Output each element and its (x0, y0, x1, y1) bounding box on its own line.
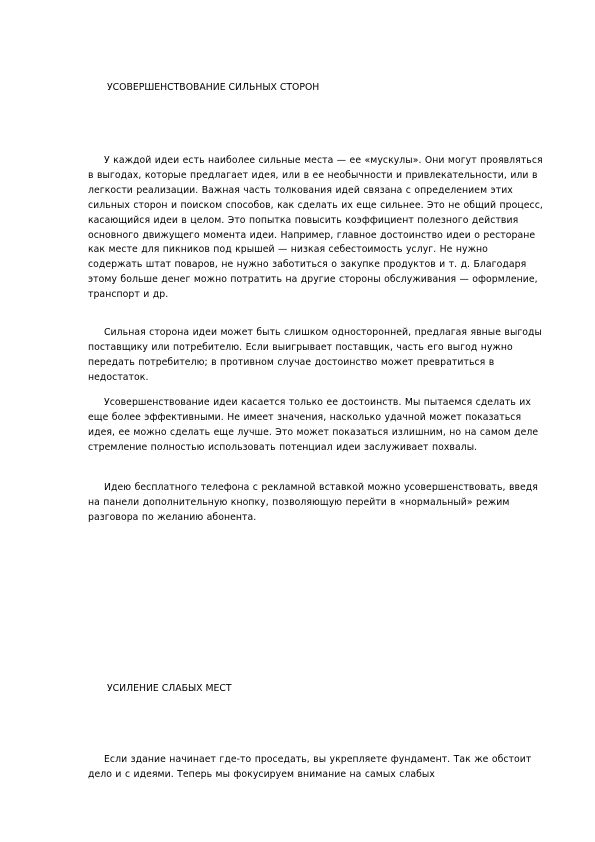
section-heading-weaknesses: УСИЛЕНИЕ СЛАБЫХ МЕСТ (107, 683, 232, 694)
paragraph: У каждой идеи есть наиболее сильные места — ее «мускулы». Они могут проявляться в выгодах, которые предлагает идея, или в ее необычности и привлекательности, или в легкости реализации. Важная часть толкования идей связана с определением этих сильных сторон и поиском способов, как сделать их еще сильнее. Это не общий процесс, касающийся идеи в целом. Это попытка повысить коэффициент полезного действия основного движущего момента идеи. Например, главное достоинство идеи о ресторане как месте для пикников под крышей — низкая себестоимость услуг. Не нужно содержать штат поваров, не нужно заботиться о закупке продуктов и т. д. Благодаря этому больше денег можно потратить на другие стороны обслуживания — оформление, транспорт и др. (88, 155, 543, 301)
paragraph: Усовершенствование идеи касается только ее достоинств. Мы пытаемся сделать их еще более эффективными. Не имеет значения, насколько удачной может показаться идея, ее можно сделать еще лучше. Это может показаться излишним, но на самом деле стремление полностью использовать потенциал идеи заслуживает похвалы. (88, 397, 539, 453)
paragraph: Идею бесплатного телефона с рекламной вставкой можно усовершенствовать, введя на панели дополнительную кнопку, позволяющую перейти в «нормальный» режим разговора по желанию абонента. (88, 482, 538, 523)
section-heading-strengths: УСОВЕРШЕНСТВОВАНИЕ СИЛЬНЫХ СТОРОН (107, 82, 320, 93)
paragraph: Сильная сторона идеи может быть слишком односторонней, предлагая явные выгоды поставщику или потребителю. Если выигрывает поставщик, часть его выгод нужно передать потребителю; в противном случае достоинство может превратиться в недостаток. (88, 327, 542, 383)
paragraph: Если здание начинает где-то проседать, вы укрепляете фундамент. Так же обстоит дело и с идеями. Теперь мы фокусируем внимание на самых слабых (88, 754, 532, 780)
